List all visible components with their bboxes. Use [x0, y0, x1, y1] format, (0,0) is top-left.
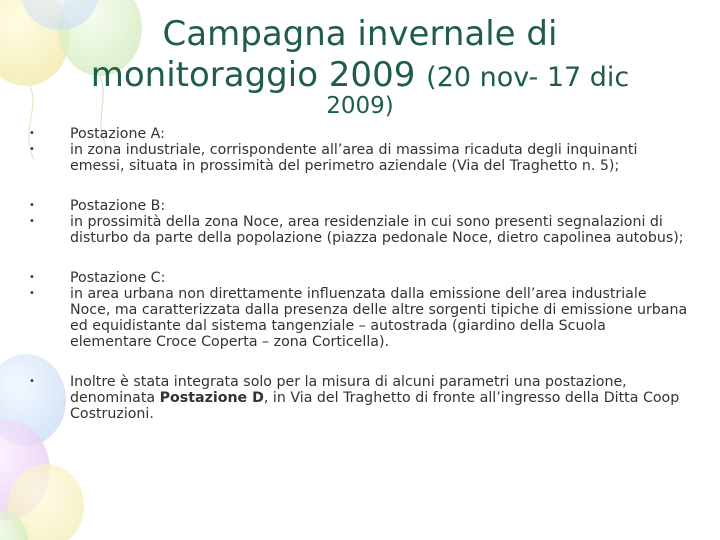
station-c-description	[29, 286, 689, 350]
station-a-description	[29, 142, 689, 174]
station-c-heading	[29, 270, 689, 286]
station-d-label: Postazione D	[159, 390, 264, 406]
station-d-note-text	[70, 374, 689, 422]
slide-title	[60, 14, 660, 120]
station-c-heading-text: Postazione C:	[70, 270, 166, 286]
bullet-icon: •	[29, 128, 35, 139]
title-line-2-main: monitoraggio 2009	[90, 54, 416, 95]
title-line-3: 2009)	[326, 92, 394, 119]
title-line-2	[60, 55, 660, 96]
bullet-icon: •	[29, 272, 35, 283]
station-d-note	[29, 374, 689, 422]
station-d-note-after: , in Via del Traghetto di fronte all’ingresso della Ditta Coop Costruzioni.	[70, 390, 680, 422]
bullet-icon: •	[29, 376, 35, 387]
bullet-list	[29, 126, 689, 422]
bullet-icon: •	[29, 216, 35, 227]
station-b-description-text: in prossimità della zona Noce, area residenziale in cui sono presenti segnalazioni di disturbo da parte della popolazione (piazza pedonale Noce, dietro capolinea autobus);	[70, 214, 684, 246]
station-b-heading	[29, 198, 689, 214]
station-c-description-text: in area urbana non direttamente influenzata dalla emissione dell’area industriale Noce, ma caratterizzata dalla presenza delle altre sorgenti tipiche di emissione urbana ed equidistante dal sistema tangenziale – autostrada (giardino della Scuola elementare Croce Coperta – zona Corticella).	[70, 286, 688, 350]
title-line-2-tail: (20 nov- 17 dic	[426, 61, 630, 93]
bullet-icon: •	[29, 200, 35, 211]
bullet-icon: •	[29, 144, 35, 155]
bullet-icon: •	[29, 288, 35, 299]
title-line-1: Campagna invernale di	[162, 14, 558, 54]
station-b-description	[29, 214, 689, 246]
station-a-heading	[29, 126, 689, 142]
station-a-heading-text: Postazione A:	[70, 126, 165, 142]
station-b-heading-text: Postazione B:	[70, 198, 166, 214]
station-d-note-before: Inoltre è stata integrata solo per la misura di alcuni parametri una postazione, denominata	[70, 374, 627, 406]
station-a-description-text: in zona industriale, corrispondente all’area di massima ricaduta degli inquinanti emessi, situata in prossimità del perimetro aziendale (Via del Traghetto n. 5);	[70, 142, 638, 174]
